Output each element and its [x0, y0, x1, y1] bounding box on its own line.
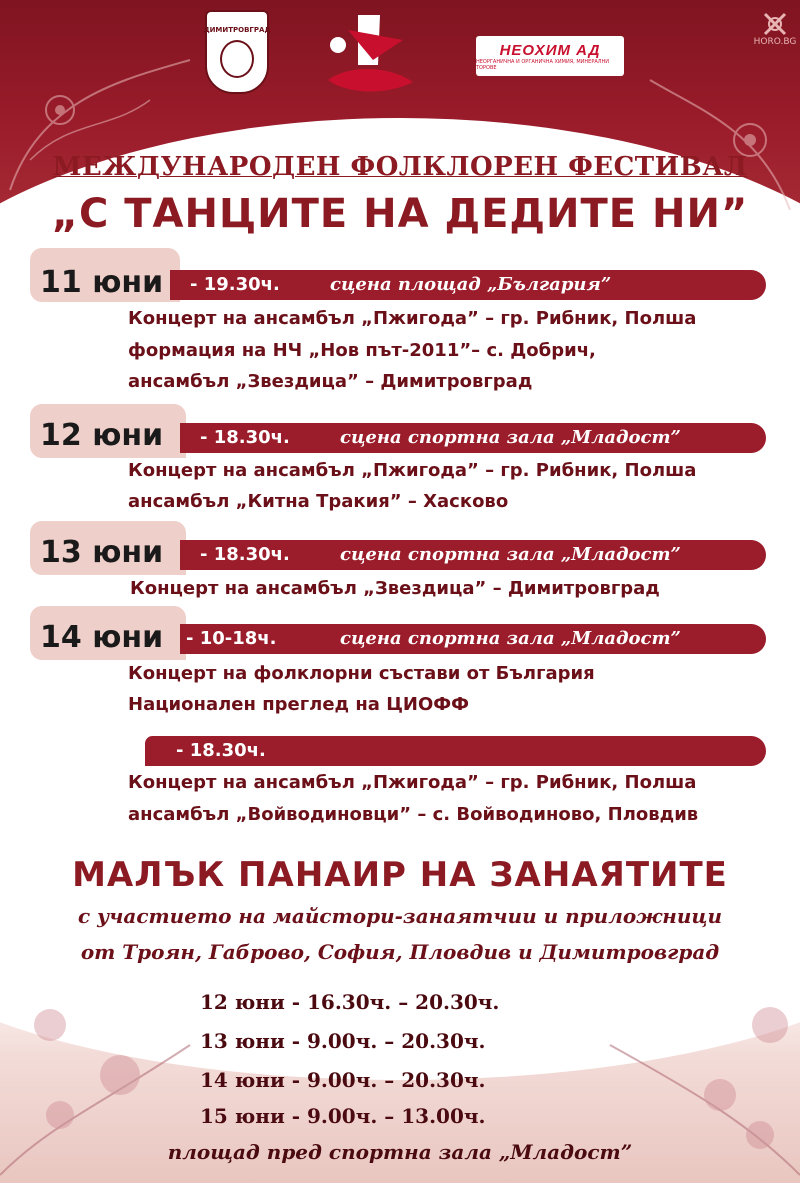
crest-shield-icon: [220, 40, 254, 78]
schedule-line: Концерт на ансамбъл „Пжигода” – гр. Рибник, Полша: [128, 772, 697, 793]
schedule-time: - 18.30ч.: [176, 740, 266, 761]
fair-location: площад пред спортна зала „Младост”: [167, 1140, 633, 1164]
schedule-date: 11 юни: [40, 265, 164, 300]
sponsor-tagline: НЕОРГАНИЧНА И ОРГАНИЧНА ХИМИЯ, МИНЕРАЛНИ ТОРОВЕ: [476, 58, 610, 71]
fair-subtitle: от Троян, Габрово, София, Пловдив и Димитровград: [80, 940, 720, 964]
sponsor-logo: [476, 36, 624, 76]
schedule-line: Концерт на ансамбъл „Пжигода” – гр. Рибник, Полша: [128, 308, 697, 329]
schedule-venue: сцена спортна зала „Младост”: [340, 544, 681, 565]
festival-title: МЕЖДУНАРОДЕН ФОЛКЛОРЕН ФЕСТИВАЛ: [52, 152, 748, 182]
schedule-line: формация на НЧ „Нов път-2011”– с. Добрич,: [128, 340, 596, 361]
watermark-icon: [762, 11, 788, 37]
schedule-line: Национален преглед на ЦИОФФ: [128, 694, 469, 715]
schedule-time: - 18.30ч.: [200, 544, 290, 565]
schedule-venue: сцена спортна зала „Младост”: [340, 427, 681, 448]
schedule-line: ансамбъл „Войводиновци” – с. Войводиново, Пловдив: [128, 804, 699, 825]
schedule-date: 14 юни: [40, 620, 164, 655]
schedule-date: 13 юни: [40, 535, 164, 570]
fair-schedule-row: 13 юни - 9.00ч. – 20.30ч.: [200, 1029, 486, 1053]
schedule-line: ансамбъл „Звездица” – Димитровград: [128, 371, 533, 392]
watermark-label: HORO.BG: [753, 37, 797, 47]
schedule-venue: сцена спортна зала „Младост”: [340, 628, 681, 649]
schedule-venue: сцена площад „България”: [330, 274, 612, 295]
schedule-line: Концерт на ансамбъл „Пжигода” – гр. Рибник, Полша: [128, 460, 697, 481]
fair-subtitle: с участието на майстори-занаятчии и приложници: [77, 904, 723, 928]
fair-schedule-row: 14 юни - 9.00ч. – 20.30ч.: [200, 1068, 486, 1092]
schedule-line: ансамбъл „Китна Тракия” – Хасково: [128, 491, 509, 512]
schedule-line: Концерт на ансамбъл „Звездица” – Димитровград: [130, 578, 660, 599]
city-crest-logo: [205, 10, 269, 94]
sponsor-name: НЕОХИМ АД: [499, 41, 601, 59]
schedule-time: - 19.30ч.: [190, 274, 280, 295]
fair-schedule-row: 15 юни - 9.00ч. – 13.00ч.: [200, 1104, 486, 1128]
crest-label: ДИМИТРОВГРАД: [203, 26, 271, 34]
schedule-time: - 18.30ч.: [200, 427, 290, 448]
festival-name: „С ТАНЦИТЕ НА ДЕДИТЕ НИ”: [51, 191, 749, 237]
schedule-time: - 10-18ч.: [186, 628, 277, 649]
fair-schedule-row: 12 юни - 16.30ч. – 20.30ч.: [200, 990, 500, 1014]
schedule-date: 12 юни: [40, 418, 164, 453]
festival-emblem-logo: [318, 10, 418, 100]
site-watermark: [754, 6, 796, 52]
schedule-line: Концерт на фолклорни състави от България: [128, 663, 595, 684]
fair-title: МАЛЪК ПАНАИР НА ЗАНАЯТИТЕ: [72, 855, 728, 895]
